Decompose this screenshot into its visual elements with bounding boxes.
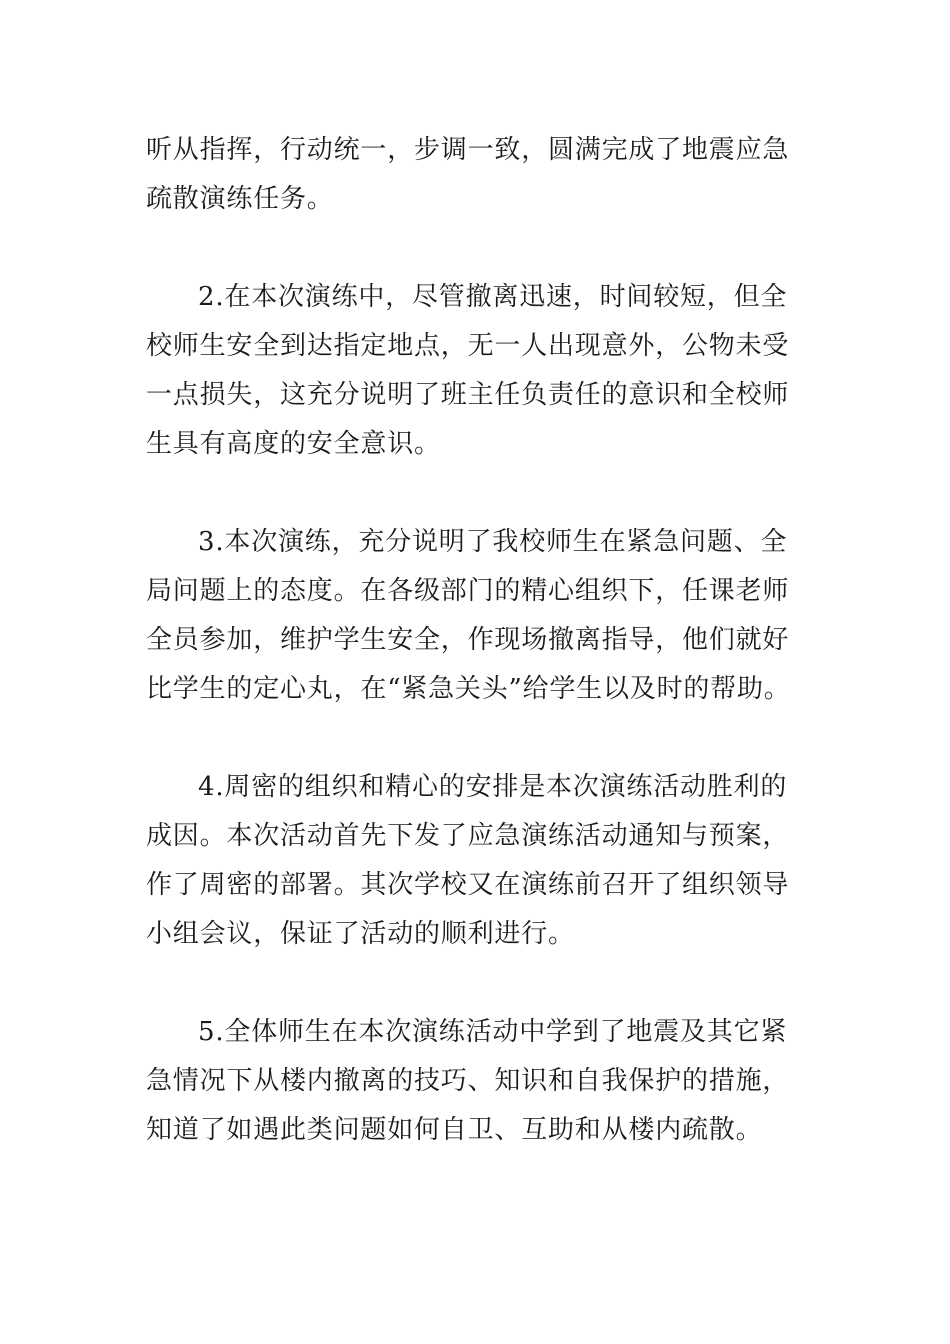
paragraph-item-5: 5.全体师生在本次演练活动中学到了地震及其它紧急情况下从楼内撤离的技巧、知识和自我保护的措施，知道了如遇此类问题如何自卫、互助和从楼内疏散。 — [146, 1017, 790, 1145]
paragraph-item-3: 3.本次演练，充分说明了我校师生在紧急问题、全局问题上的态度。在各级部门的精心组织下，任课老师全员参加，维护学生安全，作现场撤离指导，他们就好比学生的定心丸，在“紧急关头”给学生以及时的帮助。 — [146, 527, 791, 704]
paragraph-item-4: 4.周密的组织和精心的安排是本次演练活动胜利的成因。本次活动首先下发了应急演练活动通知与预案，作了周密的部署。其次学校又在演练前召开了组织领导小组会议，保证了活动的顺利进行。 — [146, 772, 790, 949]
document-body — [146, 126, 810, 1204]
paragraph-continued: 听从指挥，行动统一，步调一致，圆满完成了地震应急疏散演练任务。 — [146, 135, 790, 214]
paragraph-item-2: 2.在本次演练中，尽管撤离迅速，时间较短，但全校师生安全到达指定地点，无一人出现意外，公物未受一点损失，这充分说明了班主任负责任的意识和全校师生具有高度的安全意识。 — [146, 282, 790, 459]
